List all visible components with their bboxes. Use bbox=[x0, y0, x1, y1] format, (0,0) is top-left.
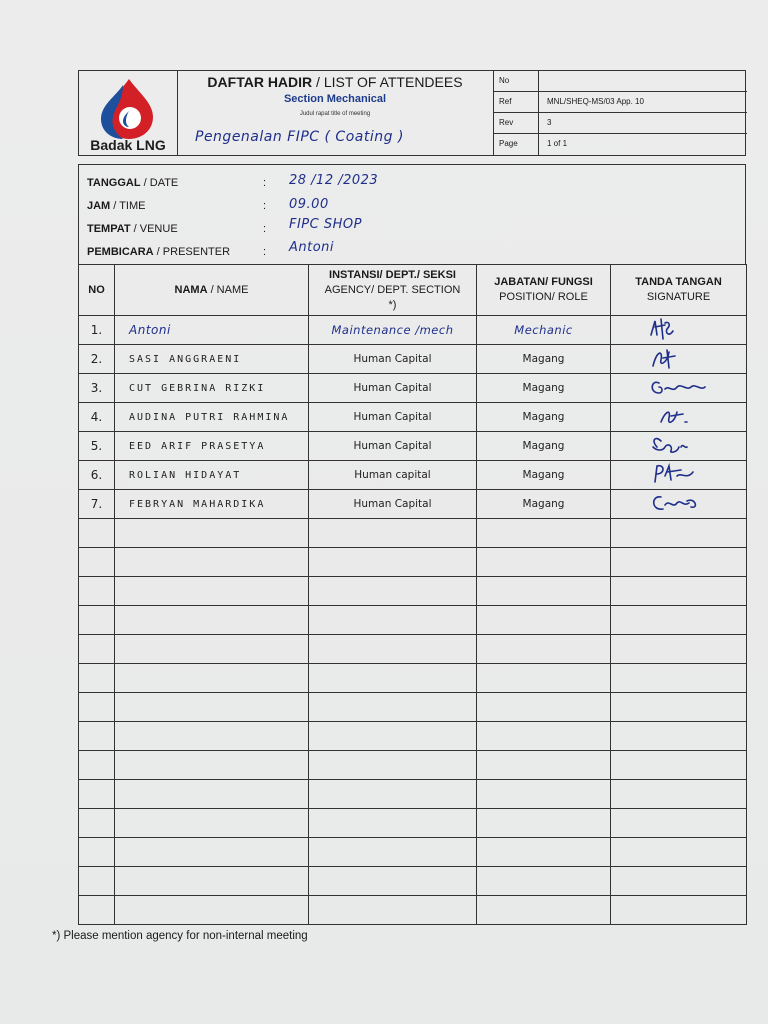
empty-table-row bbox=[79, 867, 747, 896]
empty-table-row bbox=[79, 838, 747, 867]
attendee-dept: Human Capital bbox=[309, 374, 477, 403]
table-row bbox=[79, 316, 747, 345]
attendee-name: ROLIAN HIDAYAT bbox=[115, 461, 309, 490]
footnote: *) Please mention agency for non-internal meeting bbox=[52, 930, 308, 942]
empty-table-row bbox=[79, 751, 747, 780]
handwritten-signature-icon bbox=[644, 491, 714, 515]
signature-cell bbox=[611, 374, 747, 403]
attendee-dept: Human Capital bbox=[309, 490, 477, 519]
date-row: TANGGAL / DATE bbox=[87, 177, 179, 189]
attendee-name: CUT GEBRINA RIZKI bbox=[115, 374, 309, 403]
table-row bbox=[79, 461, 747, 490]
table-row bbox=[79, 403, 747, 432]
venue-row: TEMPAT / VENUE bbox=[87, 223, 178, 235]
col-signature: TANDA TANGAN SIGNATURE bbox=[611, 265, 747, 316]
attendee-role: Magang bbox=[477, 490, 611, 519]
meta-row-ref: Ref MNL/SHEQ-MS/03 App. 10 bbox=[493, 92, 747, 113]
empty-table-row bbox=[79, 780, 747, 809]
table-row bbox=[79, 374, 747, 403]
attendee-name: SASI ANGGRAENI bbox=[115, 345, 309, 374]
empty-table-row bbox=[79, 606, 747, 635]
document-meta bbox=[493, 71, 747, 155]
signature-cell bbox=[611, 316, 747, 345]
attendee-dept: Human Capital bbox=[309, 345, 477, 374]
empty-table-row bbox=[79, 693, 747, 722]
attendee-name: Antoni bbox=[115, 316, 309, 345]
attendee-role: Magang bbox=[477, 345, 611, 374]
attendee-dept: Human Capital bbox=[309, 403, 477, 432]
attendee-role: Magang bbox=[477, 432, 611, 461]
attendee-name: EED ARIF PRASETYA bbox=[115, 432, 309, 461]
title-cell bbox=[177, 71, 494, 155]
presenter-value: Antoni bbox=[289, 240, 335, 255]
col-role: JABATAN/ FUNGSI POSITION/ ROLE bbox=[477, 265, 611, 316]
attendee-role: Mechanic bbox=[477, 316, 611, 345]
attendee-role: Magang bbox=[477, 374, 611, 403]
meta-row-page: Page 1 of 1 bbox=[493, 134, 747, 156]
attendee-table bbox=[78, 264, 747, 925]
empty-table-row bbox=[79, 519, 747, 548]
empty-table-row bbox=[79, 664, 747, 693]
signature-cell bbox=[611, 461, 747, 490]
handwritten-signature-icon bbox=[644, 404, 714, 428]
form-header bbox=[78, 70, 746, 156]
signature-cell bbox=[611, 403, 747, 432]
attendee-role: Magang bbox=[477, 461, 611, 490]
row-number: 1. bbox=[79, 316, 115, 345]
attendee-dept: Human Capital bbox=[309, 432, 477, 461]
signature-cell bbox=[611, 345, 747, 374]
date-value: 28 /12 /2023 bbox=[289, 173, 379, 188]
attendee-name: FEBRYAN MAHARDIKA bbox=[115, 490, 309, 519]
signature-cell bbox=[611, 432, 747, 461]
presenter-row: PEMBICARA / PRESENTER bbox=[87, 246, 231, 258]
attendee-dept: Maintenance /mech bbox=[309, 316, 477, 345]
attendee-name: AUDINA PUTRI RAHMINA bbox=[115, 403, 309, 432]
empty-table-row bbox=[79, 548, 747, 577]
signature-cell bbox=[611, 490, 747, 519]
venue-value: FIPC SHOP bbox=[289, 217, 362, 232]
row-number: 7. bbox=[79, 490, 115, 519]
empty-table-row bbox=[79, 635, 747, 664]
logo-cell bbox=[79, 71, 178, 155]
time-row: JAM / TIME bbox=[87, 200, 146, 212]
badak-lng-logo-icon bbox=[79, 73, 177, 143]
col-no: NO bbox=[79, 265, 115, 316]
handwritten-signature-icon bbox=[644, 317, 714, 341]
empty-table-row bbox=[79, 896, 747, 925]
row-number: 3. bbox=[79, 374, 115, 403]
col-dept: INSTANSI/ DEPT./ SEKSI AGENCY/ DEPT. SECTION *) bbox=[309, 265, 477, 316]
empty-table-row bbox=[79, 577, 747, 606]
logo-text: Badak LNG bbox=[90, 137, 166, 153]
handwritten-signature-icon bbox=[644, 433, 714, 457]
handwritten-signature-icon bbox=[644, 462, 714, 486]
handwritten-signature-icon bbox=[644, 346, 714, 370]
meeting-title: Pengenalan FIPC ( Coating ) bbox=[195, 129, 404, 145]
col-name: NAMA / NAME bbox=[115, 265, 309, 316]
row-number: 2. bbox=[79, 345, 115, 374]
row-number: 5. bbox=[79, 432, 115, 461]
table-row bbox=[79, 345, 747, 374]
attendee-role: Magang bbox=[477, 403, 611, 432]
handwritten-signature-icon bbox=[644, 375, 714, 399]
section-name: Section Mechanical bbox=[283, 93, 387, 105]
meta-row-rev: Rev 3 bbox=[493, 113, 747, 134]
empty-table-row bbox=[79, 809, 747, 838]
meeting-title-label: Judul rapat title of meeting bbox=[299, 111, 371, 117]
time-value: 09.00 bbox=[289, 197, 329, 212]
table-row bbox=[79, 490, 747, 519]
meeting-info: TANGGAL / DATE : 28 /12 /2023 JAM / TIME : 09.00 TEMPAT / VENUE : FIPC SHOP PEMBICARA / PRESENTER : Antoni bbox=[78, 164, 746, 264]
row-number: 6. bbox=[79, 461, 115, 490]
meta-row-no: No bbox=[493, 71, 747, 92]
attendee-dept: Human capital bbox=[309, 461, 477, 490]
form-title: DAFTAR HADIR / LIST OF ATTENDEES bbox=[207, 74, 463, 90]
table-row bbox=[79, 432, 747, 461]
table-header-row bbox=[79, 265, 747, 316]
row-number: 4. bbox=[79, 403, 115, 432]
empty-table-row bbox=[79, 722, 747, 751]
